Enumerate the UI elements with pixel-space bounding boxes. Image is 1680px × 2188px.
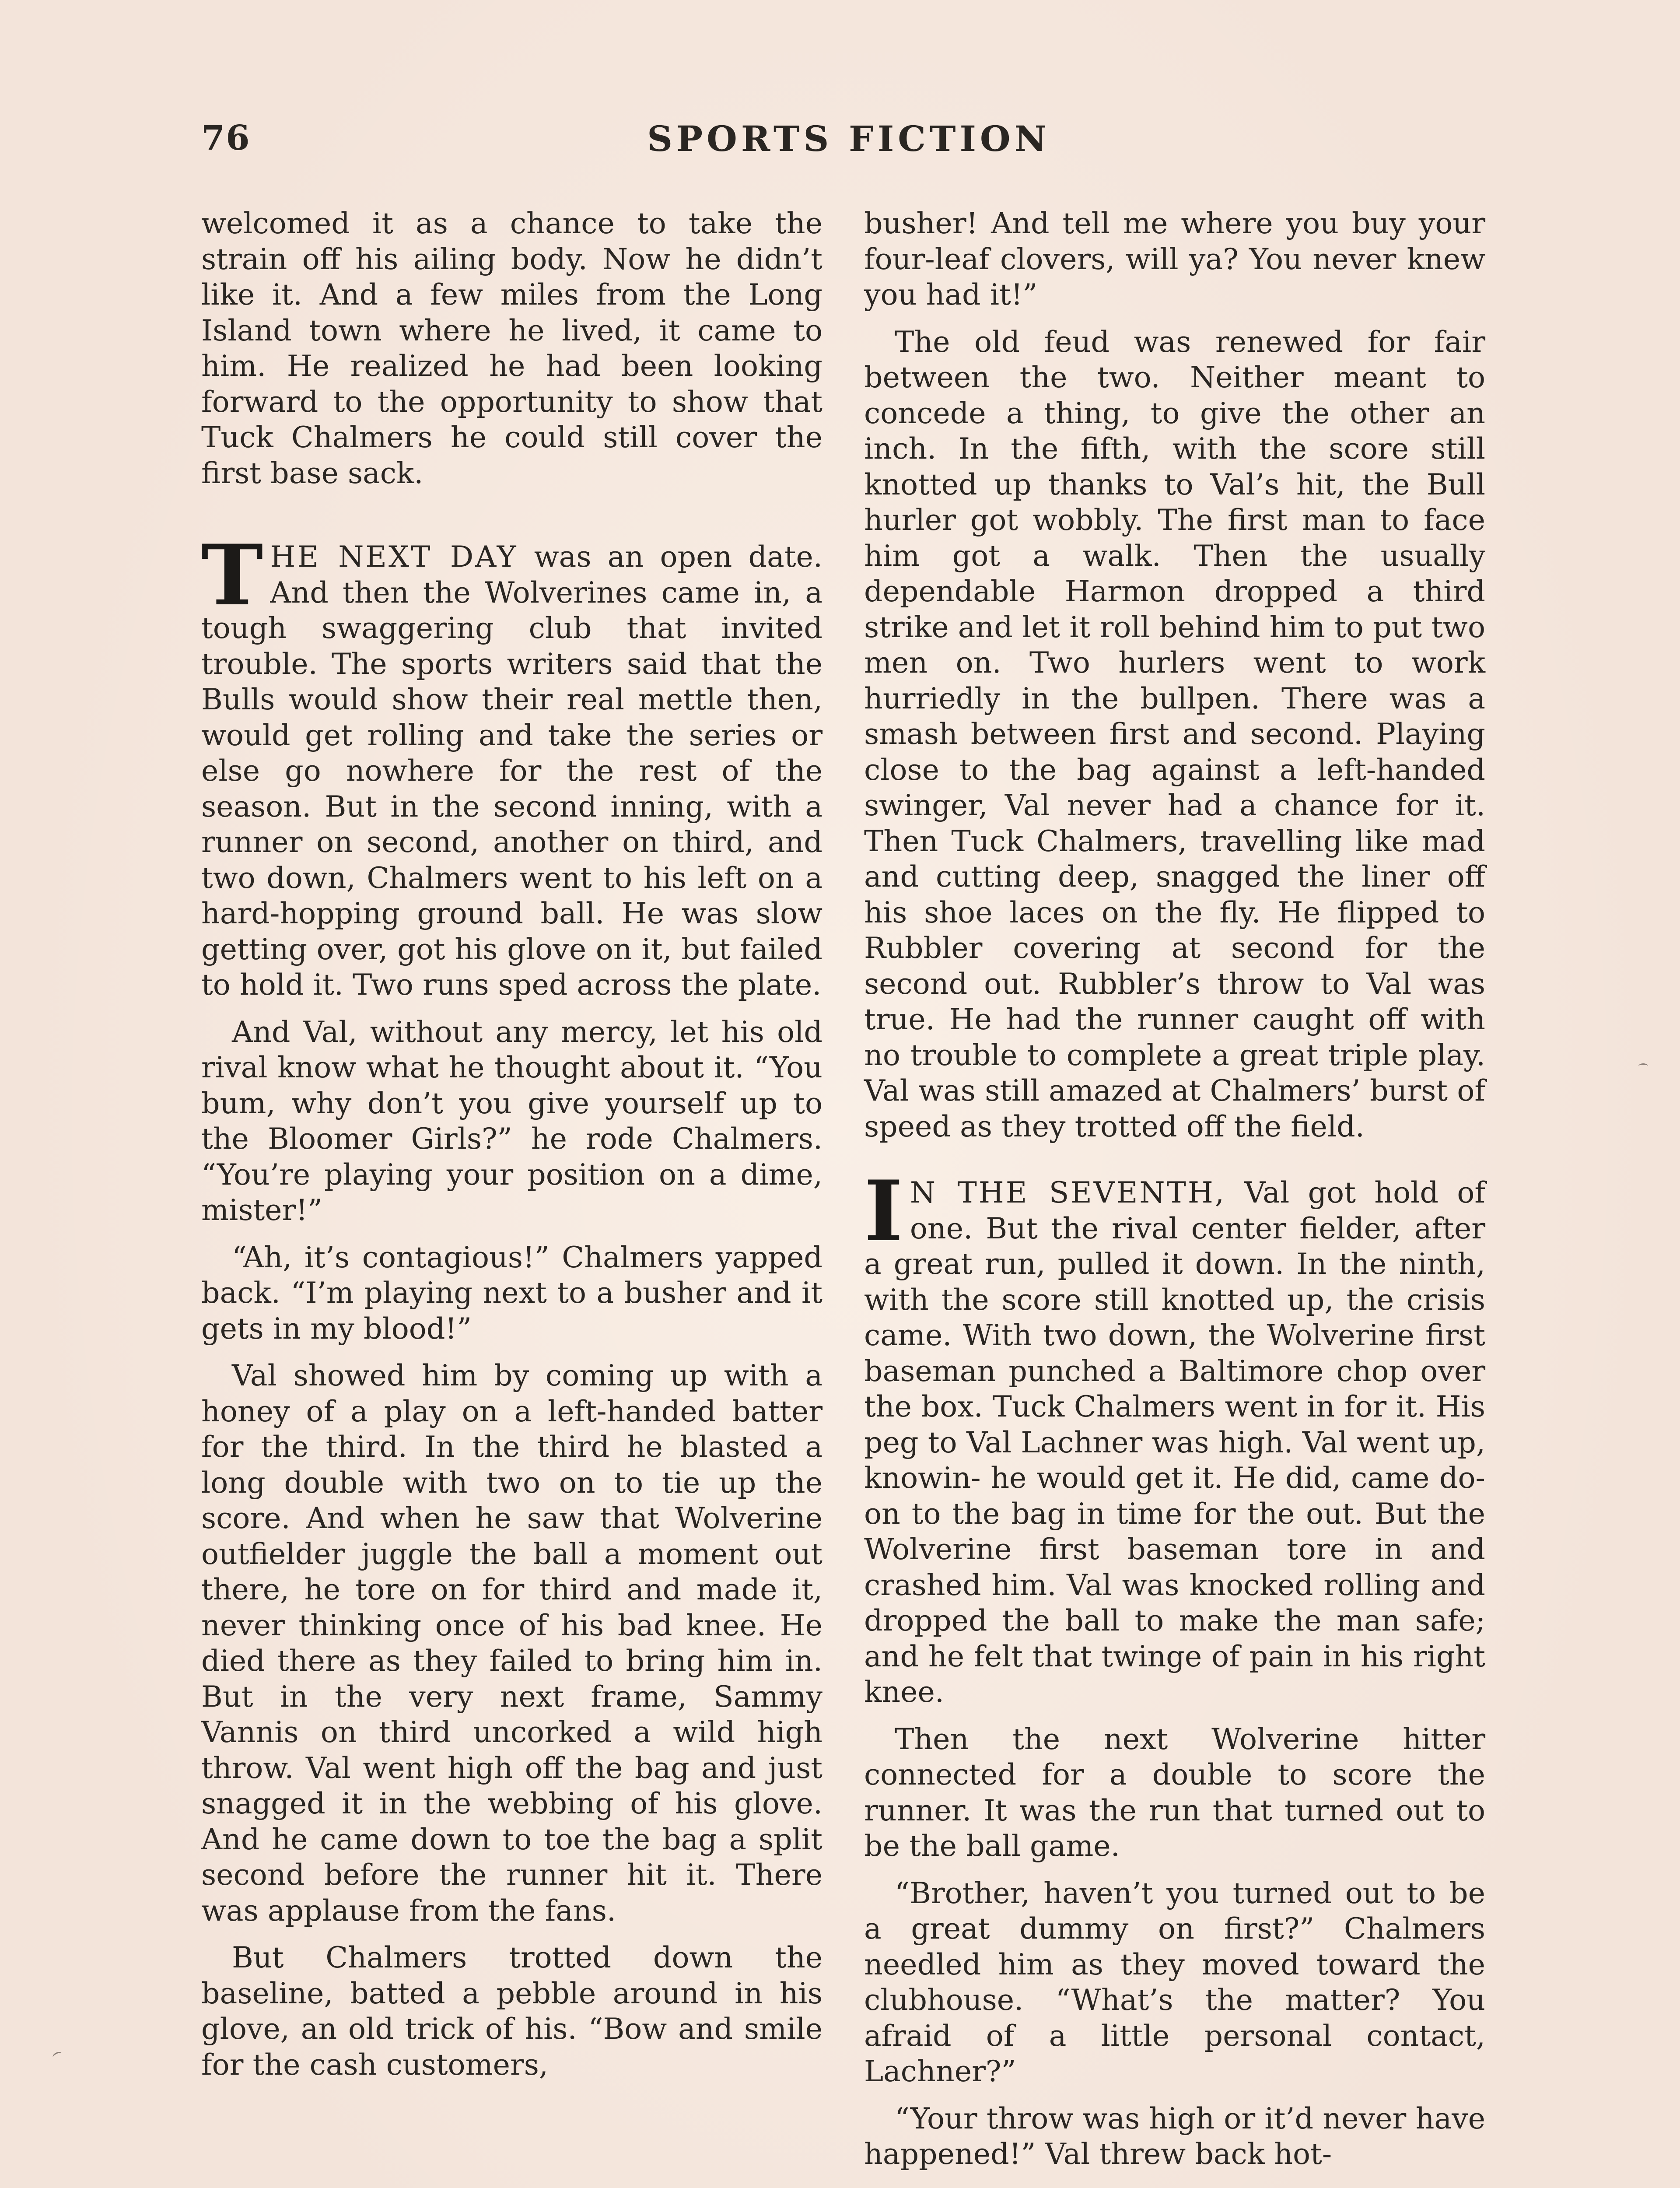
paragraph: busher! And tell me where you buy your four-leaf clovers, will ya? You never knew you had it!” — [864, 206, 1485, 312]
paper-blemish — [1638, 1063, 1648, 1069]
paragraph: “Ah, it’s contagious!” Chalmers yapped back. “I’m playing next to a busher and it gets in my blood!” — [201, 1240, 822, 1346]
running-title: SPORTS FICTION — [647, 118, 1050, 159]
lead-in-caps: N THE SEVENTH, — [910, 1175, 1226, 1210]
paragraph: “Your throw was high or it’d never have happened!” Val threw back hot- — [864, 2101, 1485, 2171]
paragraph: Val showed him by coming up with a honey of a play on a left-handed batter for the third. In the third he blasted a long double with two on to tie up the score. And when he saw that Wolverine outfielder juggle the ball a moment out there, he tore on for third and made it, never thinking once of his bad knee. He died there as they failed to bring him in. But in the very next frame, Sammy Vannis on third uncorked a wild high throw. Val went high off the bag and just snagged it in the webbing of his glove. And he came down to toe the bag a split second before the runner hit it. There was applause from the fans. — [201, 1358, 822, 1928]
drop-cap: I — [864, 1162, 903, 1260]
left-column — [201, 206, 822, 2094]
lead-in-caps: HE NEXT DAY — [270, 540, 518, 574]
paragraph: But Chalmers trotted down the baseline, batted a pebble around in his glove, an old trick of his. “Bow and smile for the cash customers, — [201, 1940, 822, 2082]
paragraph-text: was an open date. And then the Wolverines came in, a tough swaggering club that invited trouble. The sports writers said that the Bulls would show their real mettle then, would get rolling and take the series or else go nowhere for the rest of the season. But in the second inning, with a runner on second, another on third, and two down, Chalmers went to his left on a hard-hopping ground ball. He was slow getting over, got his glove on it, but failed to hold it. Two runs sped across the plate. — [201, 540, 822, 1002]
page-header — [201, 118, 1496, 166]
drop-cap: T — [201, 526, 263, 624]
paragraph: Then the next Wolverine hitter connected for a double to score the runner. It was the run that turned out to be the ball game. — [864, 1722, 1485, 1863]
paragraph: The old feud was renewed for fair between the two. Neither meant to concede a thing, to give the other an inch. In the fifth, with the score still knotted up thanks to Val’s hit, the Bull hurler got wobbly. The first man to face him got a walk. Then the usually dependable Harmon dropped a third strike and let it roll behind him to put two men on. Two hurlers went to work hurriedly in the bullpen. There was a smash between first and second. Playing close to the bag against a left-handed swinger, Val never had a chance for it. Then Tuck Chalmers, travelling like mad and cutting deep, snagged the liner off his shoe laces on the fly. He flipped to Rubbler covering at second for the second out. Rubbler’s throw to Val was true. He had the runner caught off with no trouble to complete a great triple play. Val was still amazed at Chalmers’ burst of speed as they trotted off the field. — [864, 324, 1485, 1143]
paragraph-text: Val got hold of one. But the rival center fielder, after a great run, pulled it down. In the ninth, with the score still knotted up, the crisis came. With two down, the Wolverine first baseman punched a Baltimore chop over the box. Tuck Chalmers went in for it. His peg to Val Lachner was high. Val went up, knowin‑ he would get it. He did, came do‑ on to the bag in time for the out. But the Wolverine first baseman tore in and crashed him. Val was knocked rolling and dropped the ball to make the man safe; and he felt that twinge of pain in his right knee. — [864, 1175, 1485, 1709]
paper-blemish — [52, 2051, 63, 2060]
page-number: 76 — [201, 118, 251, 158]
section-paragraph — [864, 1162, 1485, 1710]
paragraph: “Brother, haven’t you turned out to be a great dummy on first?” Chalmers needled him as they moved toward the clubhouse. “What’s the matter? You afraid of a little personal contact, Lachner?” — [864, 1876, 1485, 2088]
paragraph: And Val, without any mercy, let his old rival know what he thought about it. “You bum, why don’t you give yourself up to the Bloomer Girls?” he rode Chalmers. “You’re playing your position on a dime, mister!” — [201, 1014, 822, 1227]
right-column — [864, 206, 1485, 2184]
section-paragraph — [201, 526, 822, 1003]
paragraph: welcomed it as a chance to take the strain off his ailing body. Now he didn’t like it. And a few miles from the Long Island town where he lived, it came to him. He realized he had been looking forward to the opportunity to show that Tuck Chalmers he could still cover the first base sack. — [201, 206, 822, 490]
